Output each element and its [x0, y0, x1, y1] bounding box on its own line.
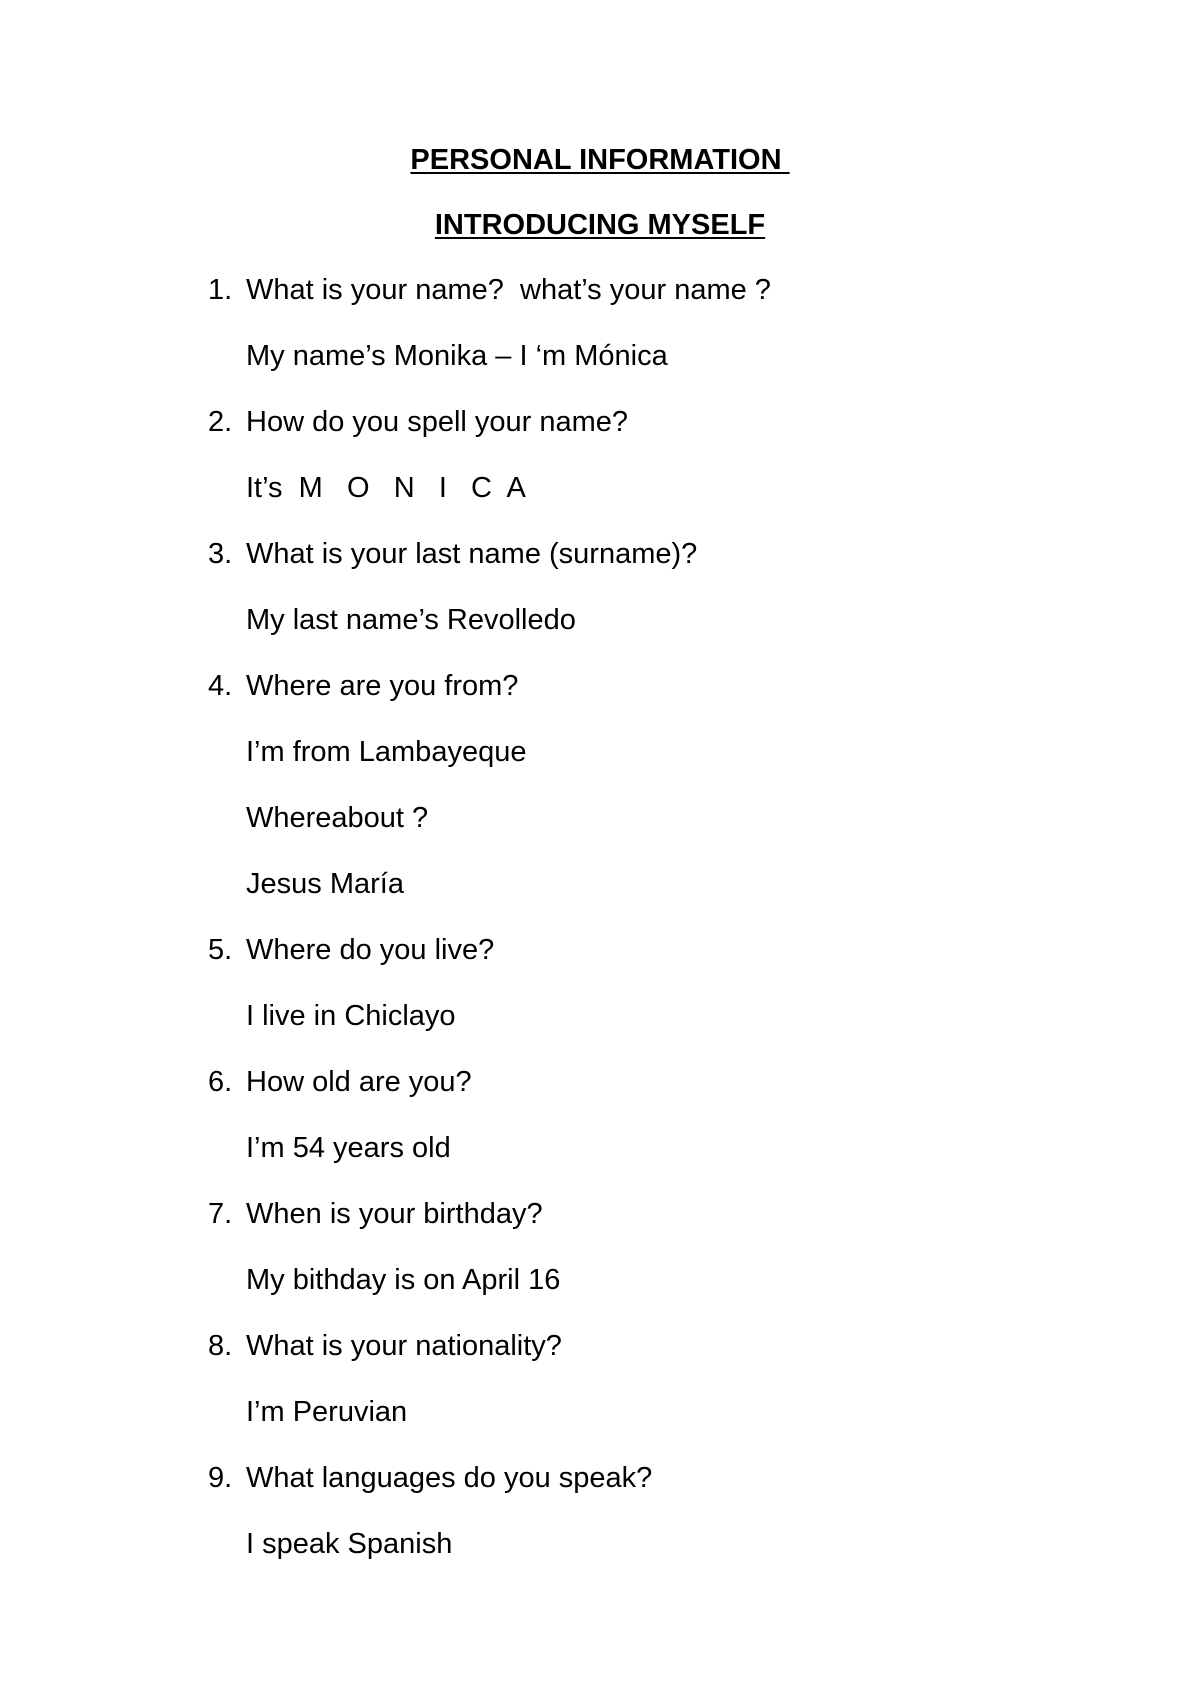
answer-line: My bithday is on April 16: [246, 1264, 561, 1296]
answer-line: Jesus María: [246, 868, 404, 900]
answer-line: My name’s Monika – I ‘m Mónica: [246, 340, 668, 372]
question-line: [208, 932, 1108, 998]
question-text: How do you spell your name?: [246, 406, 629, 438]
answer-line: I’m from Lambayeque: [246, 736, 527, 768]
answer-line: Whereabout ?: [246, 802, 429, 834]
answer-line: My last name’s Revolledo: [246, 604, 576, 636]
qa-item: [208, 932, 1108, 1064]
question-text: What is your last name (surname)?: [246, 538, 698, 570]
question-line: [208, 536, 1108, 602]
question-text: When is your birthday?: [246, 1198, 543, 1230]
document-subtitle: INTRODUCING MYSELF: [434, 209, 766, 241]
answer-line: I live in Chiclayo: [246, 1000, 456, 1032]
question-number: 5.: [208, 934, 233, 966]
question-line: [208, 1064, 1108, 1130]
answer-line: It’s M O N I C A: [246, 472, 526, 504]
question-line: [208, 668, 1108, 734]
question-number: 1.: [208, 274, 233, 306]
qa-item: [208, 1196, 1108, 1328]
question-line: [208, 1460, 1108, 1526]
question-number: 9.: [208, 1462, 233, 1494]
qa-item: [208, 1328, 1108, 1460]
qa-item: [208, 536, 1108, 668]
question-number: 3.: [208, 538, 233, 570]
question-text: What languages do you speak?: [246, 1462, 653, 1494]
question-text: Where do you live?: [246, 934, 495, 966]
answer-line: I’m Peruvian: [246, 1396, 408, 1428]
question-text: How old are you?: [246, 1066, 472, 1098]
question-answer-list: [208, 272, 1108, 1592]
question-text: What is your nationality?: [246, 1330, 562, 1362]
qa-item: [208, 1064, 1108, 1196]
question-number: 4.: [208, 670, 233, 702]
answer-line: I’m 54 years old: [246, 1132, 451, 1164]
qa-item: [208, 272, 1108, 404]
question-text: What is your name? what’s your name ?: [246, 274, 771, 306]
question-line: [208, 1328, 1108, 1394]
question-line: [208, 272, 1108, 338]
question-line: [208, 404, 1108, 470]
question-number: 2.: [208, 406, 233, 438]
document-title: PERSONAL INFORMATION: [410, 144, 790, 176]
answer-line: I speak Spanish: [246, 1528, 453, 1560]
question-line: [208, 1196, 1108, 1262]
qa-item: [208, 668, 1108, 932]
qa-item: [208, 1460, 1108, 1592]
question-number: 8.: [208, 1330, 233, 1362]
question-text: Where are you from?: [246, 670, 519, 702]
question-number: 7.: [208, 1198, 233, 1230]
qa-item: [208, 404, 1108, 536]
question-number: 6.: [208, 1066, 233, 1098]
